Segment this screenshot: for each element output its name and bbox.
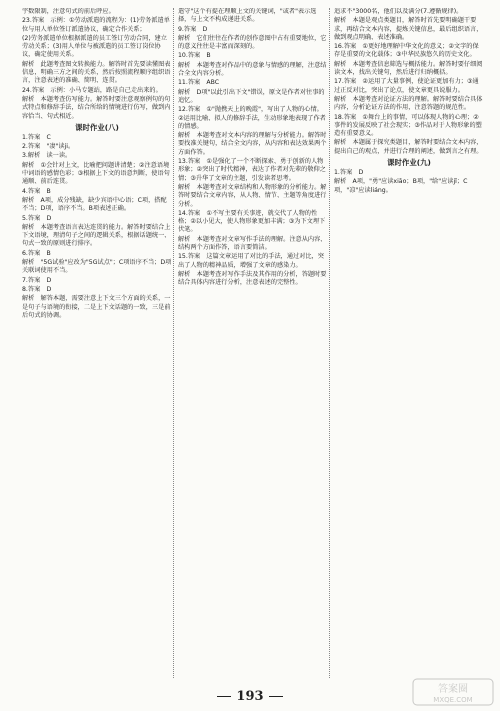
- answer-paragraph: 追求不"3000名，他们以及满分(7.遵循规律)。: [334, 8, 463, 15]
- text-column-middle: [178, 8, 328, 688]
- answer-paragraph: 解析 本题考查语言表达连贯的能力。解答时要结合上下文语境，理清句子之间的逻辑关系，根据话题统一、句式一致的原则进行排序。: [22, 223, 171, 248]
- watermark-logo: [412, 677, 494, 707]
- page-number: 193: [236, 689, 264, 704]
- answer-paragraph: (2)劳务派遣单位根据派遣的员工签订劳动合同，建立劳动关系；(3)用人单位与被派遣的员工签订岗位协议，确定使用关系。: [22, 34, 167, 59]
- section-heading: 课时作业(九): [387, 158, 431, 168]
- answer-paragraph: 解析 A项，成分残缺，缺少宾语中心语；C项，搭配不当；D项，语序不当。B项表述正确。: [22, 196, 167, 213]
- answer-paragraph: 解析 本题是观点类题目，解答时首先要明确题干要求，再结合文本内容，提炼关键信息，最后组织语言，做到观点明确、表述准确。: [334, 17, 483, 41]
- answer-paragraph: 解析 本题考查对文本内容的理解与分析能力。解答时要找准关键句，结合全文内容，从内容和表达效果两个方面作答。: [178, 132, 327, 156]
- answer-paragraph: 2.答案 "凄"读ji。: [22, 143, 75, 151]
- answer-paragraph: 解析 本题考查对文章结构和人物形象的分析能力。解答时要结合文章内容，从人物、情节、主题等角度进行分析。: [178, 183, 327, 208]
- answer-paragraph: 解析 此题考查图文转换能力。解答时首先要读懂图表信息，明确三方之间的关系，然后按照流程顺序组织语言，注意表述的准确、简明、连贯。: [22, 60, 171, 85]
- answer-paragraph: 3.解析 读一读。: [22, 152, 72, 160]
- answer-paragraph: 10.答案 B: [178, 52, 211, 60]
- answer-paragraph: 宇数限制，注意句式的前后呼应。: [22, 8, 115, 15]
- answer-paragraph: 解析 "5G试验"应改为"5G试点"；C项语序不当；D项关联词使用不当。: [22, 259, 172, 275]
- answer-paragraph: 12.答案 ①"抛携天上的晚霞"，写出了人物的心情。②运用比喻、拟人的修辞手法，生动形象地表现了作者的情感。: [178, 106, 326, 130]
- answer-paragraph: 13.答案 ①是强化了一个不断探索、勇于创新的人物形象；②突出了时代精神，表达了作者对先辈的敬仰之情；③升华了文章的主题，引发读者思考。: [178, 158, 326, 182]
- answer-paragraph: 5.答案 D: [22, 214, 52, 222]
- answer-paragraph: 解析 本题考查对文章写作手法的理解。注意从内容、结构两个方面作答，语言要简洁。: [178, 235, 327, 252]
- answer-paragraph: 解析 本题属于探究类题目，解答时要结合文本内容，提出自己的观点，并进行合理的阐述，做到言之有理。: [334, 139, 483, 155]
- answer-paragraph: 16.答案 ①更好地理解中华文化的意义；②文字的保存是重要的文化载体；③中华民族悠久的历史文化。: [334, 43, 479, 59]
- answer-paragraph: 17.答案 ②运用了大量事例，使论证更加有力；③通过正反对比，突出了论点，使文章更具说服力。: [334, 78, 479, 94]
- column-divider: [329, 8, 330, 678]
- watermark-text: 答案圈: [438, 684, 468, 695]
- answer-paragraph: 23.答案 示例：①劳动派遣的流程为：(1)劳务派遣单位与用人单位签订派遣协议，确定合作关系；: [22, 17, 170, 33]
- answer-paragraph: 解析 本题考查对论证方法的理解。解答时要结合具体内容，分析论证方法的作用，注意答题的规范性。: [334, 95, 483, 112]
- answer-paragraph: 4.答案 B: [22, 187, 51, 195]
- answer-paragraph: 24.答案 示例：小马专题站，路是自己走出来的。: [22, 86, 162, 94]
- answer-paragraph: 解析 本题考查仿写能力。解答时要注意观察例句的句式特点和修辞手法，结合所给的情境进行仿写，做到内容恰当、句式相近。: [22, 95, 171, 120]
- answer-paragraph: 18.答案 ①舞台上的事情，可以体现人物的心理；②事件的发展反映了社会现实；③作品对于人物形象的塑造有重要意义。: [334, 113, 482, 138]
- answer-paragraph: 14.答案 ①不写主要有关事迹，就交代了人物的性格；②以小见大，使人物形象更加丰满；③为下文埋下伏笔。: [178, 209, 326, 234]
- answer-paragraph: 解析 解答本题，需要注意上下文三个方面的关系，一是句子与语境的衔接，二是上下文话题的一致，三是前后句式的协调。: [22, 295, 171, 319]
- answer-paragraph: 1.答案 C: [22, 133, 51, 141]
- answer-paragraph: 1.答案 D: [334, 169, 364, 177]
- footer-rule-left: [217, 696, 231, 697]
- answer-paragraph: 解析 A项，"勇"应读xiāo；B项，"给"应读jǐ；C项，"凉"应读liáng。: [334, 178, 468, 194]
- answer-paragraph: 7.答案 D: [22, 276, 52, 284]
- answer-paragraph: 9.答案 D: [178, 25, 208, 33]
- answer-paragraph: 解析 本题考查对写作手法及其作用的分析，答题时要结合具体内容进行分析，注意表述的完整性。: [178, 270, 327, 287]
- footer-rule-right: [269, 696, 283, 697]
- watermark-subtext: MXQE.COM: [433, 696, 473, 704]
- answer-paragraph: 解析 它们往往在作者的创作意图中占有重要地位，它的意义往往是丰富而深刻的。: [178, 34, 327, 51]
- answer-paragraph: 解析 本题考查对作品中的意象与情感的理解，注意结合全文内容分析。: [178, 61, 327, 78]
- answer-paragraph: 11.答案 ABC: [178, 79, 220, 87]
- answer-paragraph: 15.答案 这篇文章运用了对比的手法，通过对比，突出了人物的精神品质，增强了文章的感染力。: [178, 253, 324, 269]
- answer-paragraph: 解析 ①会针对上文，比喻把问题讲清楚；②注意语境中词语的感情色彩；③根据上下文的语意判断，使语句通顺、前后连贯。: [22, 161, 170, 186]
- answer-paragraph: 8.答案 D: [22, 285, 52, 293]
- text-column-left: [22, 8, 172, 688]
- text-column-right: [334, 8, 484, 688]
- answer-paragraph: 6.答案 B: [22, 249, 51, 257]
- section-heading: 课时作业(八): [75, 122, 119, 132]
- answer-paragraph: 遣守"这个有提在理顺上文的关键词，"或者"表示选择，与上文不构成递进关系。: [178, 8, 317, 24]
- answer-paragraph: 解析 本题考查信息筛选与概括能力。解答时要仔细阅读文本，找出关键句，然后进行归纳概括。: [334, 60, 483, 77]
- column-divider: [173, 8, 174, 678]
- answer-paragraph: 解析 D项"以此引出下文"错误，原文是作者对往事的追忆。: [178, 88, 325, 104]
